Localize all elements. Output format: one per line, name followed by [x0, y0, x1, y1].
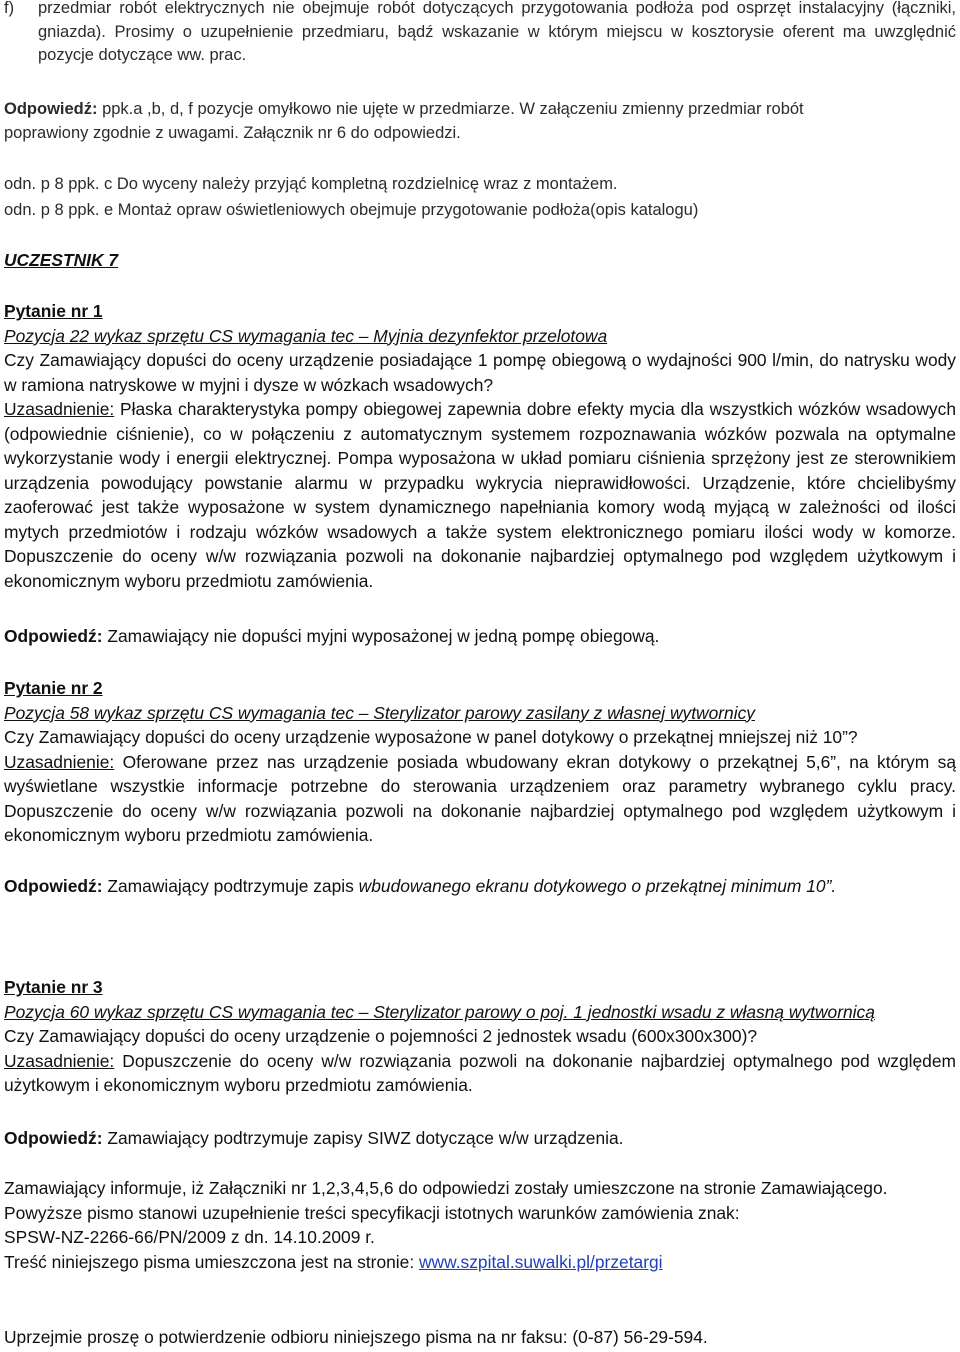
question-3-answer-label: Odpowiedź: — [4, 1128, 103, 1148]
closing-line-3: SPSW-NZ-2266-66/PN/2009 z dn. 14.10.2009 r. — [4, 1227, 375, 1247]
question-1-answer — [4, 624, 659, 649]
question-2-question: Czy Zamawiający dopuści do oceny urządzenie wyposażone w panel dotykowy o przekątnej mniejszej niż 10”? — [4, 727, 858, 747]
website-link[interactable]: www.szpital.suwalki.pl/przetargi — [418, 1251, 663, 1272]
question-3-title: Pytanie nr 3 — [4, 977, 103, 997]
question-1-justification-label: Uzasadnienie: — [4, 399, 115, 419]
question-3 — [4, 975, 956, 1098]
answer-top — [4, 98, 884, 145]
closing-line-5: Uprzejmie proszę o potwierdzenie odbioru niniejszego pisma na nr faksu: (0-87) 56-29-594. — [4, 1327, 708, 1347]
closing-line-1: Zamawiający informuje, iż Załączniki nr 1,2,3,4,5,6 do odpowiedzi zostały umieszczone na stronie Zamawiającego. — [4, 1178, 888, 1198]
closing-line-2: Powyższe pismo stanowi uzupełnienie treści specyfikacji istotnych warunków zamówienia znak: — [4, 1202, 740, 1223]
question-3-answer-text: Zamawiający podtrzymuje zapisy SIWZ dotyczące w/w urządzenia. — [102, 1128, 624, 1148]
item-f-label: f) — [4, 0, 15, 17]
question-1-answer-label: Odpowiedź: — [4, 626, 103, 646]
question-2-position: Pozycja 58 wykaz sprzętu CS wymagania tec – Sterylizator parowy zasilany z własnej wytwornicy — [4, 702, 755, 723]
note-2: odn. p 8 ppk. e Montaż opraw oświetleniowych obejmuje przygotowanie podłoża(opis katalogu) — [4, 201, 699, 219]
question-1-question: Czy Zamawiający dopuści do oceny urządzenie posiadające 1 pompę obiegową o wydajności 900 l/min, do natrysku wody w ramiona natryskowe w myjni i dysze w wózkach wsadowych? — [4, 350, 956, 395]
note-1: odn. p 8 ppk. c Do wyceny należy przyjąć kompletną rozdzielnicę wraz z montażem. — [4, 175, 618, 193]
closing-line-4 — [4, 1250, 956, 1275]
question-2-answer-text: Zamawiający podtrzymuje zapis — [102, 876, 359, 896]
question-1-answer-text: Zamawiający nie dopuści myjni wyposażonej w jedną pompę obiegową. — [102, 626, 660, 646]
question-3-justification-label: Uzasadnienie: — [4, 1050, 115, 1071]
answer-top-label: Odpowiedź: — [4, 100, 98, 118]
question-2-justification — [4, 750, 956, 848]
closing-line-4-text: Treść niniejszego pisma umieszczona jest na stronie: — [4, 1251, 419, 1272]
item-f — [4, 0, 956, 68]
question-2-answer-italic: wbudowanego ekranu dotykowego o przekątnej minimum 10”. — [358, 876, 837, 896]
closing-section — [4, 1176, 956, 1274]
question-2 — [4, 676, 956, 848]
question-2-answer-label: Odpowiedź: — [4, 876, 103, 896]
item-f-text: przedmiar robót elektrycznych nie obejmuje robót dotyczących przygotowania podłoża pod osprzęt instalacyjny (łączniki, gniazda). Prosimy o uzupełnienie przedmiaru, bądź wskazanie w którym miejscu w kosztorysie oferent ma uwzględnić pozycje dotyczące ww. prac. — [38, 0, 956, 64]
question-1-justification — [4, 397, 956, 593]
question-1-justification-text: Płaska charakterystyka pompy obiegowej zapewnia dobre efekty mycia dla wszystkich wózków wsadowych (odpowiednie ciśnienie), co w połączeniu z automatycznym systemem rozpoznawania wózków pozwala na optymalne wykorzystanie wody i energii elektrycznej. Pompa wyposażona w układ pomiaru ciśnienia sprzężony jest ze sterownikiem urządzenia powodujący powstanie alarmu w przypadku wykrycia nieprawidłowości. Urządzenie, które chcielibyśmy zaoferować jest także wyposażone w system dynamicznego napełniania komory wodą myjącą w zależności od ilości mytych przedmiotów i rodzaju wózków wsadowych a także system elektronicznego pomiaru ilości wody w komorze. Dopuszczenie do oceny w/w rozwiązania pozwoli na dokonanie najbardziej optymalnego pod względem użytkowym i ekonomicznym wyboru przedmiotu zamówienia. — [4, 399, 956, 591]
question-2-justification-text: Oferowane przez nas urządzenie posiada wbudowany ekran dotykowy o przekątnej 5,6”, na którym są wyświetlane wszystkie informacje potrzebne do sterowania urządzeniem oraz parametry wybranego cyklu pracy. Dopuszczenie do oceny w/w rozwiązania pozwoli na dokonanie najbardziej optymalnego pod względem użytkowym i ekonomicznym wyboru przedmiotu zamówienia. — [4, 751, 956, 845]
answer-top-text: ppk.a ,b, d, f pozycje omyłkowo nie ujęte w przedmiarze. W załączeniu zmienny przedmiar robót poprawiony zgodnie z uwagami. Załącznik nr 6 do odpowiedzi. — [4, 100, 804, 142]
question-3-position: Pozycja 60 wykaz sprzętu CS wymagania tec – Sterylizator parowy o poj. 1 jednostki wsadu z własną wytwornicą — [4, 1001, 875, 1022]
participant-heading: UCZESTNIK 7 — [4, 250, 119, 270]
question-2-title: Pytanie nr 2 — [4, 678, 103, 698]
question-1-title: Pytanie nr 1 — [4, 301, 103, 321]
question-3-justification — [4, 1049, 956, 1098]
question-3-justification-text: Dopuszczenie do oceny w/w rozwiązania pozwoli na dokonanie najbardziej optymalnego pod względem użytkowym i ekonomicznym wyboru przedmiotu zamówienia. — [4, 1050, 956, 1095]
question-1 — [4, 299, 956, 593]
question-3-answer — [4, 1126, 624, 1151]
question-2-answer — [4, 874, 836, 899]
question-1-position: Pozycja 22 wykaz sprzętu CS wymagania tec – Myjnia dezynfektor przelotowa — [4, 325, 608, 346]
question-2-justification-label: Uzasadnienie: — [4, 751, 115, 772]
question-3-question: Czy Zamawiający dopuści do oceny urządzenie o pojemności 2 jednostek wsadu (600x300x300)? — [4, 1026, 758, 1046]
